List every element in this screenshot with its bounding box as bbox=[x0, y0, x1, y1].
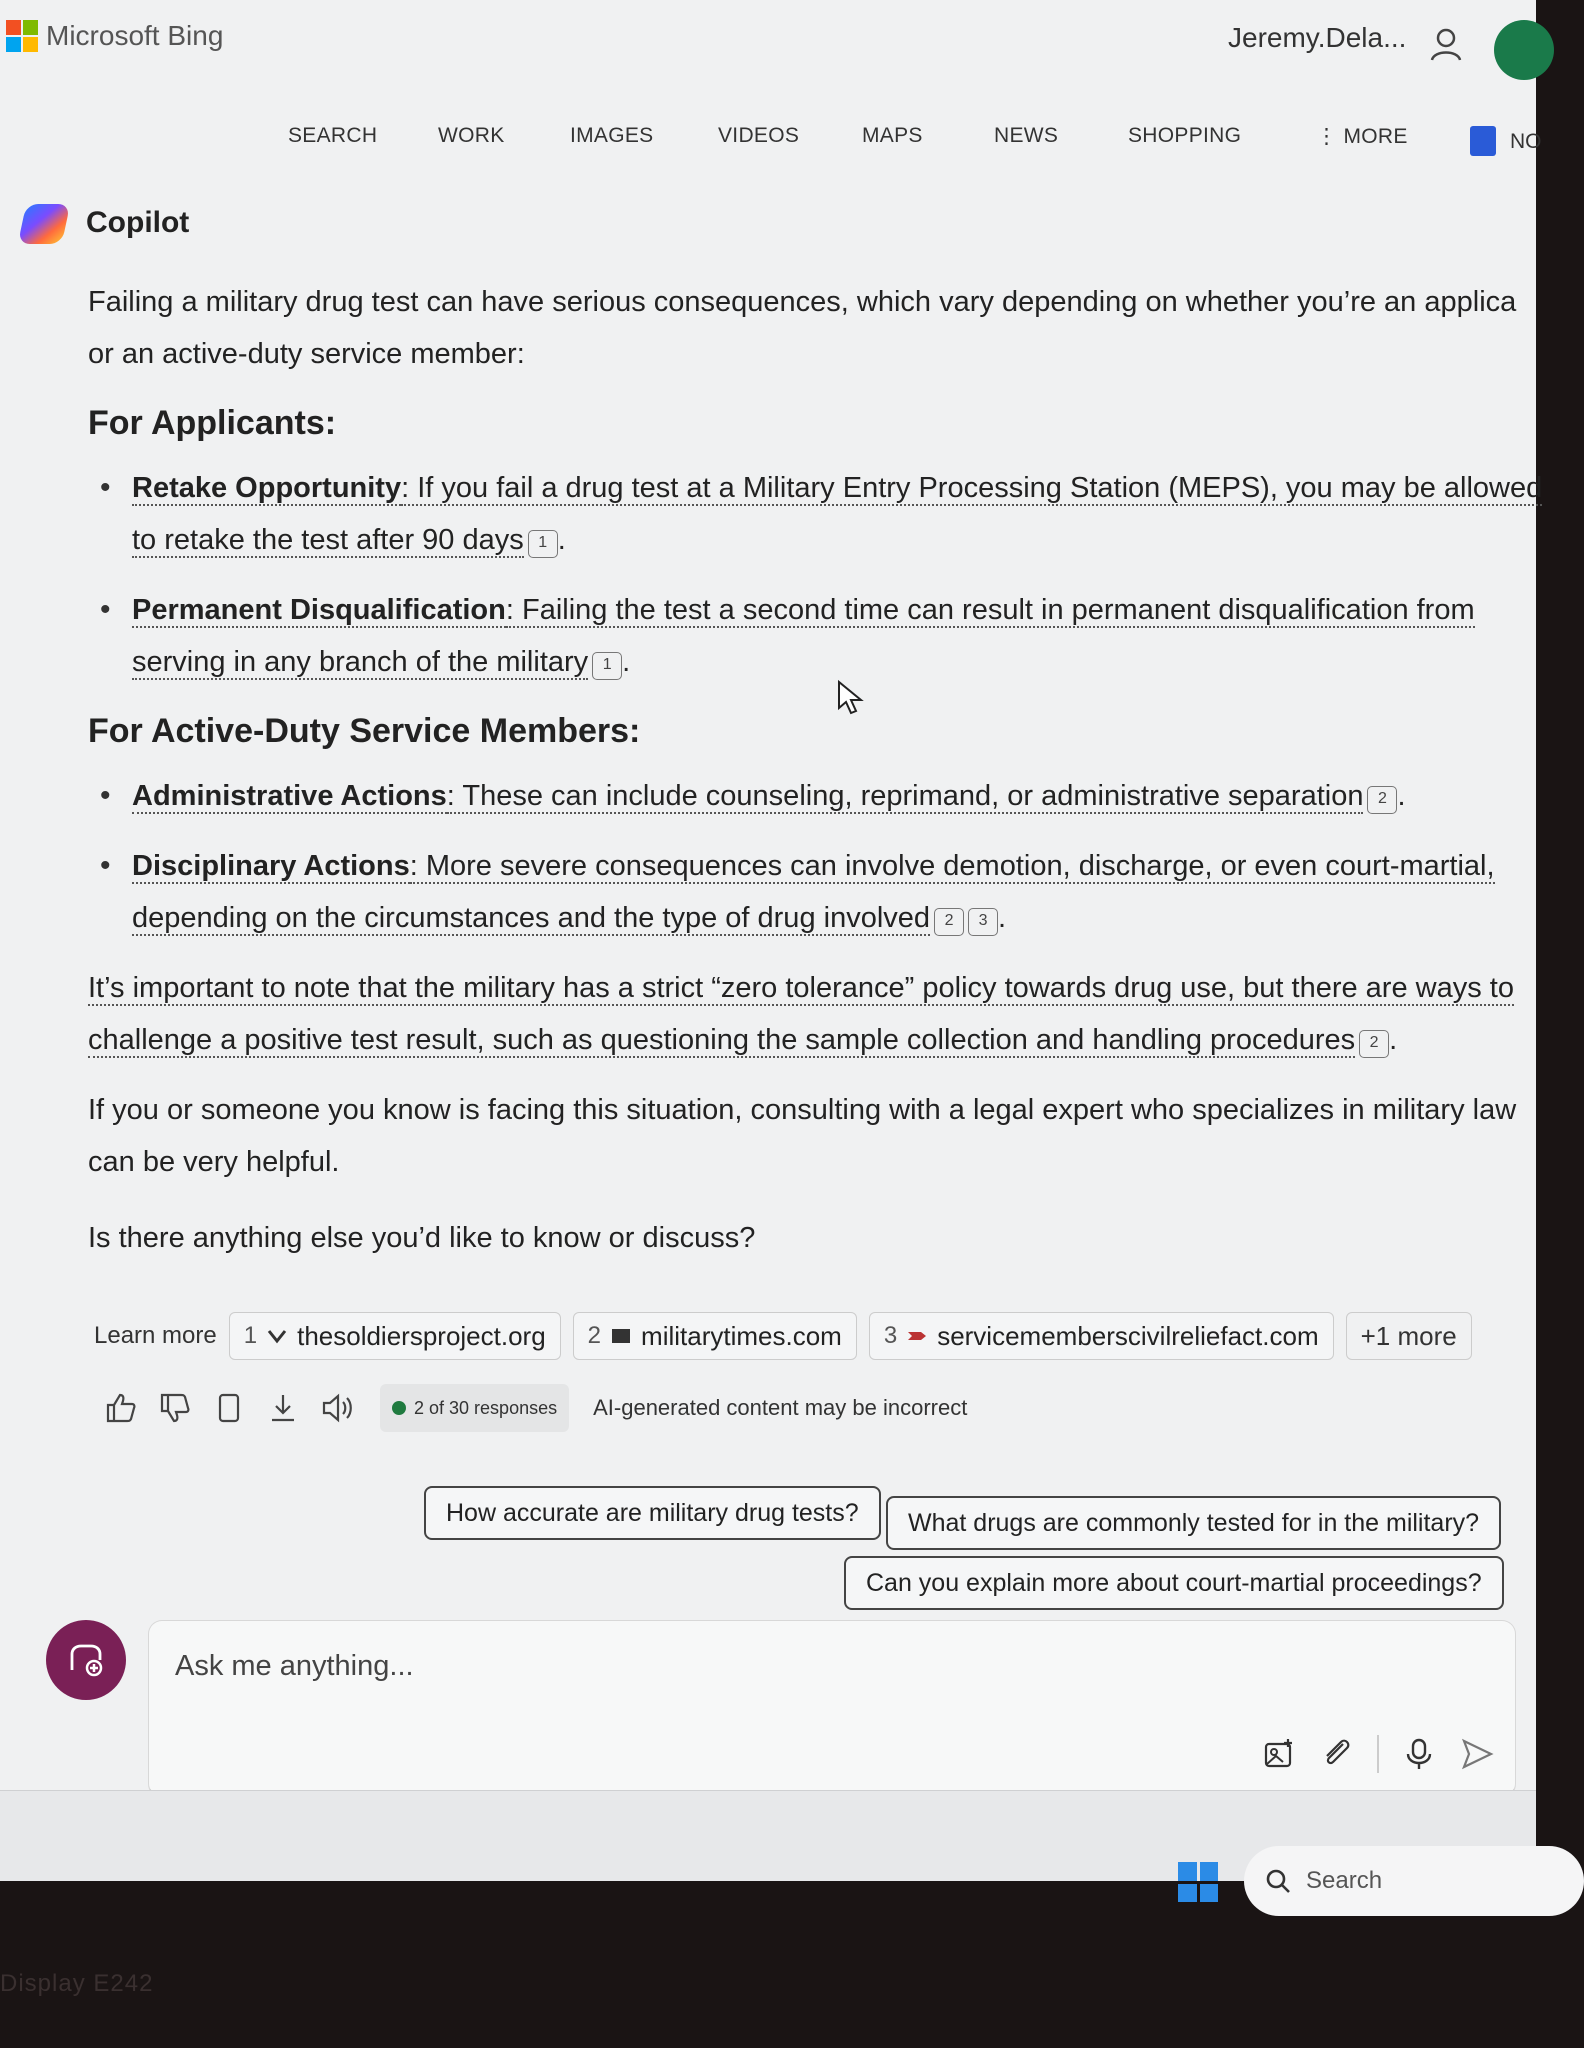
citation-badge[interactable]: 1 bbox=[592, 652, 622, 680]
suggestion-chip[interactable]: Can you explain more about court-martial proceedings? bbox=[844, 1556, 1504, 1610]
list-item: • Retake Opportunity: If you fail a drug test at a Military Entry Processing Station (MEPS), you may be allowed to retake the test after 90 days 1 . bbox=[132, 462, 1548, 566]
response-intro: Failing a military drug test can have serious consequences, which vary depending on whether you’re an applica or an active-duty service member: bbox=[88, 286, 1517, 370]
flag-favicon-icon bbox=[907, 1327, 927, 1345]
nav-search[interactable]: SEARCH bbox=[288, 124, 378, 147]
copy-icon[interactable] bbox=[212, 1391, 246, 1425]
response-counter-text: 2 of 30 responses bbox=[414, 1397, 558, 1418]
source-domain: militarytimes.com bbox=[641, 1320, 842, 1351]
section-title-applicants: For Applicants: bbox=[88, 404, 337, 442]
applicants-list bbox=[88, 462, 1548, 688]
source-number: 3 bbox=[883, 1322, 898, 1349]
militarytimes-favicon-icon bbox=[611, 1327, 631, 1345]
chat-composer bbox=[148, 1620, 1516, 1798]
suggestion-chip[interactable]: What drugs are commonly tested for in the military? bbox=[886, 1496, 1501, 1550]
section-title-active-duty: For Active-Duty Service Members: bbox=[88, 712, 641, 750]
source-number: 1 bbox=[243, 1322, 258, 1349]
chat-input[interactable] bbox=[173, 1643, 1077, 1689]
nav-more[interactable] bbox=[1316, 124, 1408, 149]
nav-shopping[interactable]: SHOPPING bbox=[1128, 124, 1242, 147]
source-chip[interactable] bbox=[573, 1312, 857, 1360]
list-item: • Permanent Disqualification: Failing the test a second time can result in permanent disqualification from serving in any branch of the military 1 . bbox=[132, 584, 1548, 688]
term-retake[interactable]: Retake Opportunity bbox=[132, 472, 402, 504]
user-name[interactable]: Jeremy.Dela... bbox=[1228, 22, 1407, 53]
term-administrative[interactable]: Administrative Actions bbox=[132, 780, 447, 812]
copilot-name: Copilot bbox=[86, 206, 190, 239]
user-icon[interactable] bbox=[1428, 26, 1464, 62]
nav-videos[interactable]: VIDEOS bbox=[718, 124, 800, 147]
thumbs-down-icon[interactable] bbox=[158, 1391, 192, 1425]
term-disciplinary[interactable]: Disciplinary Actions bbox=[132, 850, 410, 882]
more-sources-button[interactable]: +1 more bbox=[1346, 1312, 1472, 1360]
top-nav bbox=[0, 124, 1536, 164]
list-item: • Disciplinary Actions: More severe consequences can involve demotion, discharge, or even court-martial, depending on the circumstances and the type of drug involved 2 3 . bbox=[132, 840, 1548, 944]
suggestion-chip[interactable]: How accurate are military drug tests? bbox=[424, 1486, 881, 1540]
source-chip[interactable] bbox=[869, 1312, 1334, 1360]
response-counter[interactable] bbox=[380, 1384, 569, 1432]
microphone-icon[interactable] bbox=[1401, 1736, 1437, 1772]
notebook-icon[interactable] bbox=[1470, 126, 1496, 156]
list-item: • Administrative Actions: These can include counseling, reprimand, or administrative separation 2 . bbox=[132, 770, 1548, 822]
read-aloud-icon[interactable] bbox=[320, 1391, 354, 1425]
microsoft-logo-icon bbox=[6, 20, 38, 52]
image-add-icon[interactable] bbox=[1261, 1736, 1297, 1772]
tool-divider bbox=[1377, 1735, 1379, 1773]
text-retake[interactable]: : If you fail a drug test at a Military Entry Processing Station (MEPS), you may be allowed to retake the test after 90 days bbox=[132, 472, 1543, 556]
bing-logo[interactable] bbox=[6, 20, 223, 52]
citation-badge[interactable]: 1 bbox=[528, 530, 558, 558]
soldiers-project-favicon-icon bbox=[267, 1327, 287, 1345]
attach-icon[interactable] bbox=[1319, 1736, 1355, 1772]
nav-notebook[interactable]: NO bbox=[1510, 130, 1542, 153]
composer-tools bbox=[1261, 1735, 1495, 1773]
taskbar-search[interactable] bbox=[1244, 1846, 1584, 1916]
response-status-dot bbox=[392, 1401, 406, 1415]
send-icon[interactable] bbox=[1459, 1736, 1495, 1772]
nav-images[interactable]: IMAGES bbox=[570, 124, 654, 147]
note-paragraph: It’s important to note that the military has a strict “zero tolerance” policy towards drug use, but there are ways to challenge a positive test result, such as questioning the sample collection and handling procedures 2 . bbox=[88, 972, 1514, 1056]
text-disqualification[interactable]: : Failing the test a second time can result in permanent disqualification from serving in any branch of the military bbox=[132, 594, 1475, 678]
export-icon[interactable] bbox=[266, 1391, 300, 1425]
copilot-response bbox=[88, 276, 1548, 1264]
citation-badge[interactable]: 3 bbox=[968, 908, 998, 936]
learn-more-row bbox=[94, 1312, 1472, 1360]
active-duty-list bbox=[88, 770, 1548, 944]
taskbar-search-label: Search bbox=[1306, 1867, 1383, 1894]
source-domain: servicememberscivilreliefact.com bbox=[937, 1320, 1319, 1351]
new-topic-button[interactable] bbox=[46, 1620, 126, 1700]
more-dots-icon: ⋮ bbox=[1316, 125, 1344, 148]
windows-start-icon[interactable] bbox=[1178, 1862, 1218, 1902]
citation-badge[interactable]: 2 bbox=[1367, 786, 1397, 814]
learn-more-label: Learn more bbox=[94, 1322, 217, 1349]
brand-name: Microsoft Bing bbox=[46, 20, 224, 51]
copilot-logo-icon bbox=[18, 204, 71, 244]
monitor-model-label: Display E242 bbox=[0, 1970, 154, 1997]
followup-question: Is there anything else you’d like to know or discuss? bbox=[88, 1222, 756, 1254]
source-chip[interactable] bbox=[229, 1312, 561, 1360]
nav-maps[interactable]: MAPS bbox=[862, 124, 923, 147]
text-disciplinary[interactable]: : More severe consequences can involve demotion, discharge, or even court-martial, depending on the circumstances and the type of drug involved bbox=[132, 850, 1495, 934]
response-actions bbox=[104, 1384, 967, 1432]
text-administrative[interactable]: : These can include counseling, reprimand, or administrative separation bbox=[446, 780, 1364, 812]
search-icon bbox=[1264, 1867, 1292, 1895]
citation-badge[interactable]: 2 bbox=[934, 908, 964, 936]
nav-news[interactable]: NEWS bbox=[994, 124, 1059, 147]
thumbs-up-icon[interactable] bbox=[104, 1391, 138, 1425]
advice-paragraph: If you or someone you know is facing this situation, consulting with a legal expert who specializes in military law can be very helpful. bbox=[88, 1094, 1517, 1178]
ai-disclaimer: AI-generated content may be incorrect bbox=[593, 1395, 968, 1420]
new-chat-icon bbox=[66, 1640, 106, 1680]
citation-badge[interactable]: 2 bbox=[1359, 1030, 1389, 1058]
rewards-icon[interactable] bbox=[1494, 20, 1554, 80]
source-domain: thesoldiersproject.org bbox=[297, 1320, 546, 1351]
term-disqualification[interactable]: Permanent Disqualification bbox=[132, 594, 506, 626]
nav-more-label: MORE bbox=[1343, 125, 1408, 148]
note-text[interactable]: It’s important to note that the military has a strict “zero tolerance” policy towards drug use, but there are ways to challenge a positive test result, such as questioning the sample collection and handling procedures bbox=[88, 972, 1514, 1056]
nav-work[interactable]: WORK bbox=[438, 124, 505, 147]
source-number: 2 bbox=[587, 1322, 602, 1349]
mouse-cursor-icon bbox=[836, 680, 868, 716]
